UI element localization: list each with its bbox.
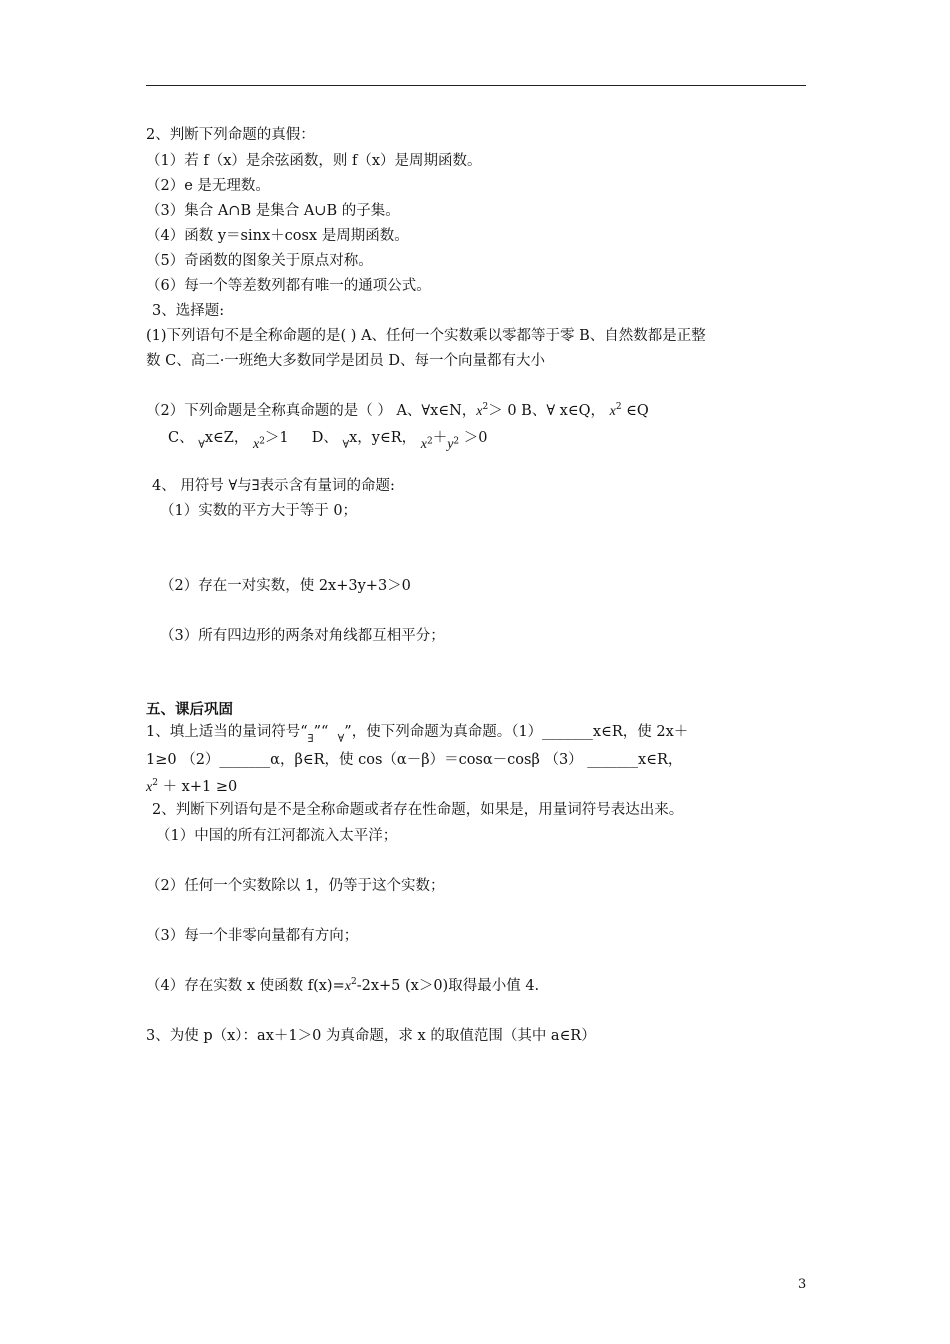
q3-title: 3、选择题: <box>152 303 225 319</box>
q2-item-3: （3）集合 A∩B 是集合 A∪B 的子集。 <box>146 203 400 219</box>
option-c-x-var: x <box>252 437 260 452</box>
s5-q1-line3 <box>146 777 237 798</box>
q3-part2-options-cd <box>168 428 487 460</box>
q3-square: 2 <box>259 436 265 447</box>
q3-square: 2 <box>482 402 489 413</box>
q2-item-5: （5）奇函数的图象关于原点对称。 <box>146 253 373 269</box>
q3-part1-line1: (1)下列语句不是全称命题的是( ) A、任何一个实数乘以零都等于零 B、自然数都是正整 <box>146 328 706 344</box>
q2-item-1: （1）若 f（x）是余弦函数，则 f（x）是周期函数。 <box>146 153 482 169</box>
s5-q1-line1 <box>146 722 688 743</box>
forall-symbol: ∀ <box>342 438 350 451</box>
s5-q1-text-line3: ＋ x+1 ≥0 <box>162 779 238 795</box>
q4-title: 4、 用符号 ∀与∃表示含有量词的命题: <box>152 478 395 494</box>
option-c-label: C、 <box>168 430 194 446</box>
s5-square: 2 <box>152 778 158 789</box>
plus-sign: ＋ <box>432 430 448 446</box>
q3-part1-line2: 数 C、高二·一班绝大多数同学是团员 D、每一个向量都有大小 <box>146 353 546 369</box>
option-d-x-var: x <box>420 437 427 452</box>
s5-x-var: x <box>146 780 153 795</box>
s5-q2-item-4 <box>146 976 539 997</box>
q3-square: 2 <box>453 436 460 447</box>
q4-item-2: （2）存在一对实数，使 2x+3y+3＞0 <box>160 578 411 594</box>
s5-q3: 3、为使 p（x）：ax＋1＞0 为真命题，求 x 的取值范围（其中 a∈R） <box>146 1028 596 1044</box>
s5-q2-item-1: （1）中国的所有江河都流入太平洋； <box>156 828 398 844</box>
s5-q1-text-c: ”，使下列命题为真命题。（1）_______x∈R，使 2x＋ <box>344 724 689 740</box>
header-rule <box>146 85 806 86</box>
q3-part2-text-a: （2）下列命题是全称真命题的是（ ） A、∀x∈N， <box>146 403 477 419</box>
s5-q2-item-3: （3）每一个非零向量都有方向； <box>146 928 359 944</box>
exists-symbol: ∃ <box>307 732 314 745</box>
option-d-label: D、 <box>311 430 338 446</box>
option-d-text-a: x，y∈R， <box>349 430 417 446</box>
s5-q1-text-b: ”“ <box>313 724 329 740</box>
q2-item-2: （2）e 是无理数。 <box>146 178 270 194</box>
q2-item-6: （6）每一个等差数列都有唯一的通项公式。 <box>146 278 431 294</box>
q3-part2-line <box>146 401 649 422</box>
option-d-y-var: y <box>447 437 454 452</box>
q2-item-4: （4）函数 y＝sinx＋cosx 是周期函数。 <box>146 228 409 244</box>
s5-q2-title: 2、判断下列语句是不是全称命题或者存在性命题，如果是，用量词符号表达出来。 <box>152 802 684 818</box>
forall-symbol: ∀ <box>337 732 345 745</box>
q2-title: 2、判断下列命题的真假： <box>146 127 315 143</box>
q3-square: 2 <box>426 436 433 447</box>
s5-q1-line2: 1≥0 （2）_______α，β∈R，使 cos（α－β）＝cosα－cosβ （3） _______x∈R， <box>146 752 683 768</box>
forall-symbol: ∀ <box>198 438 205 451</box>
s5-square: 2 <box>350 977 357 988</box>
option-c-text-a: x∈Z， <box>204 430 249 446</box>
q3-x-var: x <box>476 404 483 419</box>
q3-square: 2 <box>615 402 622 413</box>
s5-q2-item-2: （2）任何一个实数除以 1，仍等于这个实数； <box>146 878 445 894</box>
q4-item-1: （1）实数的平方大于等于 0； <box>160 503 358 519</box>
page-number: 3 <box>798 1277 807 1292</box>
section5-heading: 五、课后巩固 <box>146 702 233 718</box>
s5-x-var: x <box>344 979 351 994</box>
s5-q2-item4-text-b: -2x+5 (x＞0)取得最小值 4. <box>356 978 540 994</box>
s5-q2-item4-text-a: （4）存在实数 x 使函数 f(x)= <box>146 978 345 994</box>
option-c-text-b: ＞1 <box>264 430 289 446</box>
q4-item-3: （3）所有四边形的两条对角线都互相平分； <box>160 628 445 644</box>
s5-q1-text-a: 1、填上适当的量词符号“ <box>146 724 308 740</box>
q3-part2-text-c: ∈Q <box>626 403 649 419</box>
q3-part2-text-b: ＞ 0 B、∀ x∈Q， <box>488 403 605 419</box>
q3-x-var: x <box>609 404 616 419</box>
option-d-text-b: ＞0 <box>463 430 488 446</box>
